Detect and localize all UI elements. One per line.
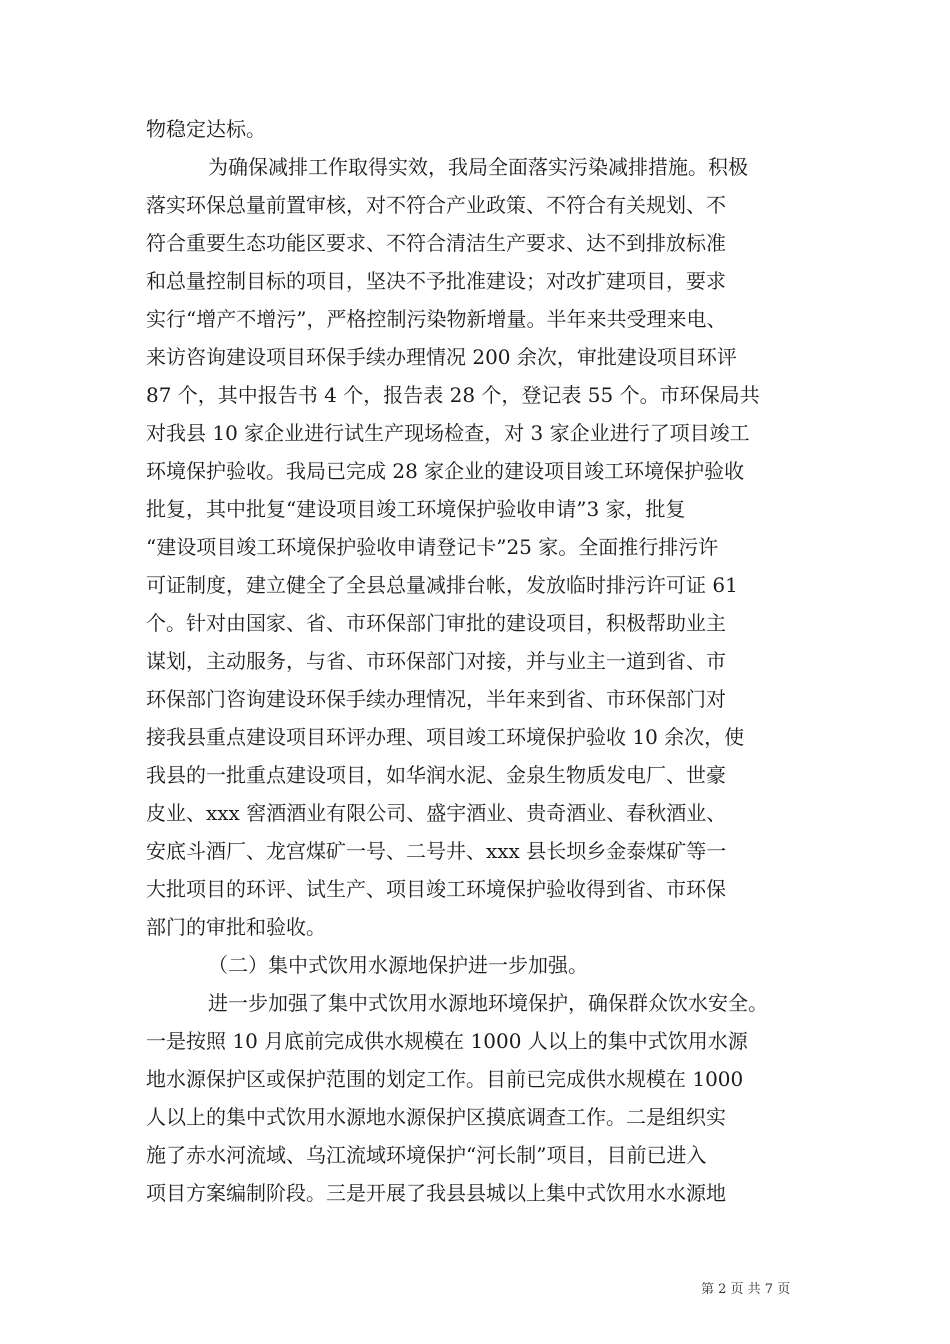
section-heading: （二）集中式饮用水源地保护进一步加强。 xyxy=(208,953,588,977)
document-body xyxy=(146,110,806,1212)
text-line: 和总量控制目标的项目，坚决不予批准建设；对改扩建项目，要求 xyxy=(146,269,726,293)
text-line: 对我县 10 家企业进行试生产现场检查，对 3 家企业进行了项目竣工 xyxy=(146,421,750,445)
text-line: 实行“增产不增污”，严格控制污染物新增量。半年来共受理来电、 xyxy=(146,307,727,331)
text-line: 接我县重点建设项目环评办理、项目竣工环境保护验收 10 余次，使 xyxy=(146,725,745,749)
text-line: 部门的审批和验收。 xyxy=(146,915,326,939)
text-line: 地水源保护区或保护范围的划定工作。目前已完成供水规模在 1000 xyxy=(146,1067,744,1091)
text-line: 环保部门咨询建设环保手续办理情况，半年来到省、市环保部门对 xyxy=(146,687,726,711)
text-line: 我县的一批重点建设项目，如华润水泥、金泉生物质发电厂、世豪 xyxy=(146,763,726,787)
text-line: 大批项目的环评、试生产、项目竣工环境保护验收得到省、市环保 xyxy=(146,877,726,901)
text-line: 人以上的集中式饮用水源地水源保护区摸底调查工作。二是组织实 xyxy=(146,1105,726,1129)
text-line: 皮业、xxx 窖酒酒业有限公司、盛宇酒业、贵奇酒业、春秋酒业、 xyxy=(146,801,727,825)
text-line: 个。针对由国家、省、市环保部门审批的建设项目，积极帮助业主 xyxy=(146,611,726,635)
text-line: 批复，其中批复“建设项目竣工环境保护验收申请”3 家，批复 xyxy=(146,497,686,521)
text-line: 来访咨询建设项目环保手续办理情况 200 余次，审批建设项目环评 xyxy=(146,345,737,369)
paragraph-start-line: 为确保减排工作取得实效，我局全面落实污染减排措施。积极 xyxy=(208,155,748,179)
text-line: 87 个，其中报告书 4 个，报告表 28 个，登记表 55 个。市环保局共 xyxy=(146,383,760,407)
text-line: 项目方案编制阶段。三是开展了我县县城以上集中式饮用水水源地 xyxy=(146,1181,726,1205)
text-line: “建设项目竣工环境保护验收申请登记卡”25 家。全面推行排污许 xyxy=(146,535,719,559)
text-line: 环境保护验收。我局已完成 28 家企业的建设项目竣工环境保护验收 xyxy=(146,459,745,483)
text-line-1: 物稳定达标。 xyxy=(146,117,266,141)
page-number-footer: 第 2 页 共 7 页 xyxy=(701,1282,791,1297)
text-line: 符合重要生态功能区要求、不符合清洁生产要求、达不到排放标准 xyxy=(146,231,726,255)
text-line: 谋划，主动服务，与省、市环保部门对接，并与业主一道到省、市 xyxy=(146,649,726,673)
text-line: 安底斗酒厂、龙宫煤矿一号、二号井、xxx 县长坝乡金泰煤矿等一 xyxy=(146,839,727,863)
text-line: 可证制度，建立健全了全县总量减排台帐，发放临时排污许可证 61 xyxy=(146,573,738,597)
paragraph-start-line: 进一步加强了集中式饮用水源地环境保护，确保群众饮水安全。 xyxy=(208,991,768,1015)
text-line: 施了赤水河流域、乌江流域环境保护“河长制”项目，目前已进入 xyxy=(146,1143,707,1167)
text-line: 落实环保总量前置审核，对不符合产业政策、不符合有关规划、不 xyxy=(146,193,726,217)
text-line: 一是按照 10 月底前完成供水规模在 1000 人以上的集中式饮用水源 xyxy=(146,1029,748,1053)
